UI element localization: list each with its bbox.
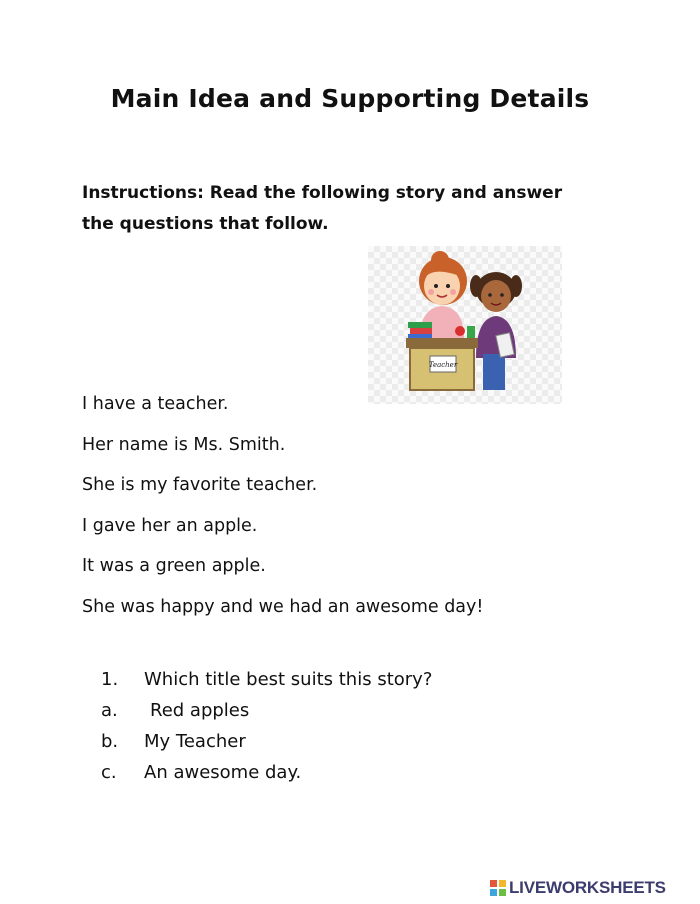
option-b[interactable] (101, 726, 601, 757)
option-text: Red apples (150, 700, 250, 721)
story-text (82, 384, 642, 627)
question-number: 1. (101, 669, 119, 690)
liveworksheets-watermark (490, 878, 666, 898)
question-text: Which title best suits this story? (144, 669, 433, 690)
story-line-1: I have a teacher. (82, 394, 229, 414)
question-1 (101, 664, 601, 695)
watermark-text: LIVEWORKSHEETS (509, 878, 666, 897)
story-line-6: She was happy and we had an awesome day! (82, 596, 484, 617)
instructions-line-1: Instructions: Read the following story and answer (82, 183, 563, 203)
desk-sign-text: Teacher (428, 361, 458, 369)
question-block (101, 664, 601, 788)
instructions-line-2: the questions that follow. (82, 214, 329, 234)
option-text: An awesome day. (144, 762, 302, 783)
liveworksheets-logo-icon (490, 880, 506, 896)
story-line-5: It was a green apple. (82, 556, 266, 576)
option-letter: c. (101, 762, 117, 783)
option-letter: a. (101, 700, 118, 721)
story-line-2: Her name is Ms. Smith. (82, 434, 286, 455)
option-a[interactable] (101, 695, 601, 726)
teacher-illustration (368, 246, 562, 404)
teacher-and-student-image (368, 246, 562, 404)
story-line-3: She is my favorite teacher. (82, 475, 318, 495)
story-line-4: I gave her an apple. (82, 515, 258, 536)
option-text: My Teacher (144, 731, 246, 752)
option-c[interactable] (101, 757, 601, 788)
instructions (82, 178, 602, 240)
worksheet-title: Main Idea and Supporting Details (110, 84, 590, 113)
option-letter: b. (101, 731, 119, 752)
